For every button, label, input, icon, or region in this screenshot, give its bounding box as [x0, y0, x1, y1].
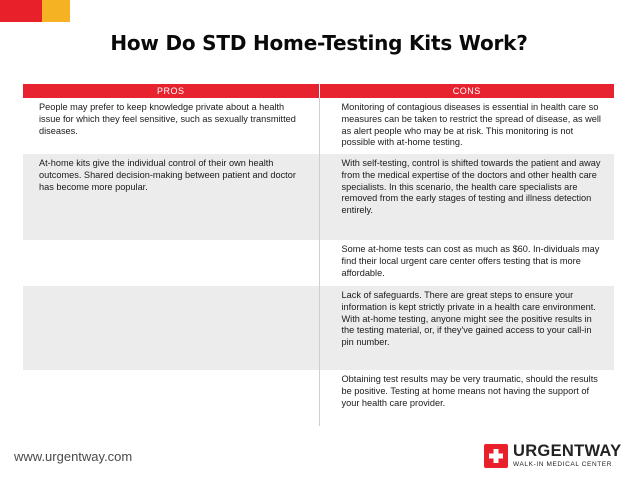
cons-cell: Lack of safeguards. There are great steps to ensure your information is kept strictly private in a health care environment. With at-home testing, anyone might see the positive results in the testing material, or, if they've gained access to your call-in pin number. [319, 286, 614, 370]
urgentway-logo [484, 442, 626, 470]
pros-cell: People may prefer to keep knowledge private about a health issue for which they feel sensitive, such as sexually transmitted diseases. [23, 98, 319, 154]
corner-accent-red [0, 0, 42, 22]
cons-cell: With self-testing, control is shifted towards the patient and away from the medical expertise of the doctors and other health care specialists. In this scenario, the health care specialists are removed from the early stages of testing and illness detection entirely. [319, 154, 614, 240]
pros-cell [23, 240, 319, 286]
pros-cell [23, 370, 319, 426]
logo-tagline: WALK-IN MEDICAL CENTER [513, 461, 613, 468]
slide-title: How Do STD Home-Testing Kits Work? [110, 31, 528, 55]
corner-accent-orange [42, 0, 70, 22]
medical-cross-icon [484, 444, 508, 468]
table-row [23, 154, 614, 240]
table-row [23, 286, 614, 370]
pros-header: PROS [23, 84, 319, 98]
cons-cell: Some at-home tests can cost as much as $60. In-dividuals may find their local urgent care center offers testing that is more affordable. [319, 240, 614, 286]
table-row [23, 98, 614, 154]
table-row [23, 370, 614, 426]
pros-cell [23, 286, 319, 370]
logo-name: URGENTWAY [513, 442, 622, 460]
cons-header: CONS [319, 84, 614, 98]
cons-cell: Obtaining test results may be very traumatic, should the results be positive. Testing at home means not having the support of your health care provider. [319, 370, 614, 426]
pros-cell: At-home kits give the individual control of their own health outcomes. Shared decision-making between patient and doctor has become more popular. [23, 154, 319, 240]
cons-cell: Monitoring of contagious diseases is essential in health care so measures can be taken to restrict the spread of disease, as well as alert people who may be at risk. This monitoring is not possible with at-home testing. [319, 98, 614, 154]
table-row [23, 240, 614, 286]
pros-cons-table [23, 84, 614, 426]
footer-url[interactable]: www.urgentway.com [14, 449, 133, 464]
